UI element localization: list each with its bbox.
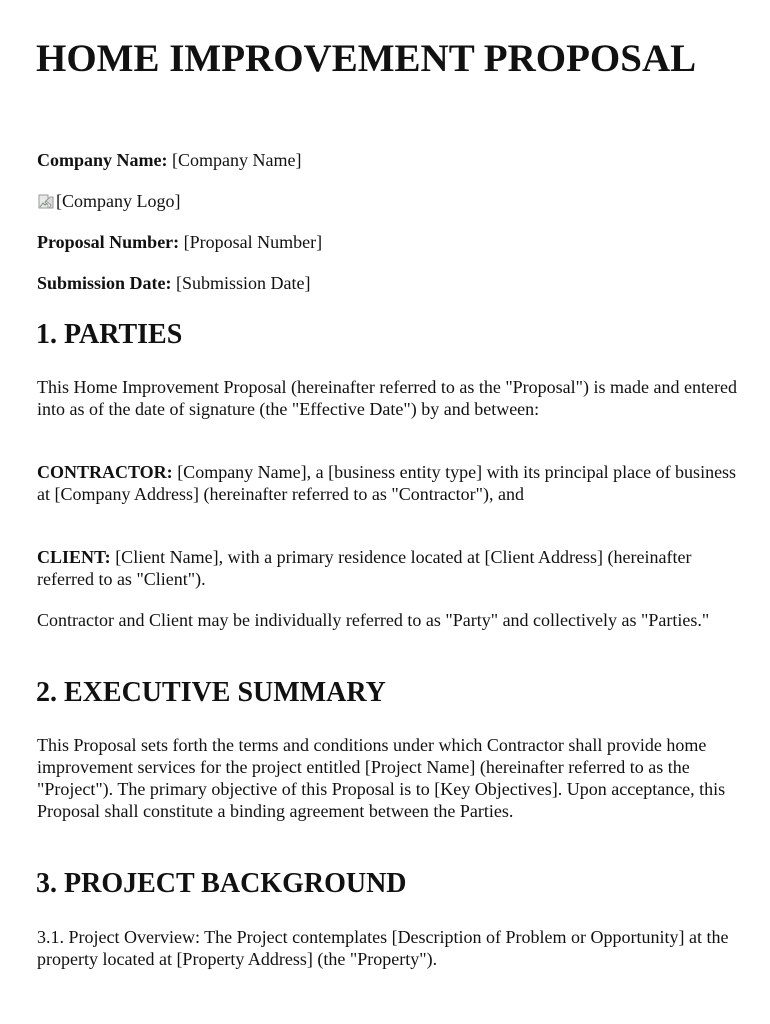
- company-name-line: [37, 149, 301, 171]
- company-name-label: Company Name:: [37, 150, 168, 170]
- section-heading-executive-summary: 2. EXECUTIVE SUMMARY: [36, 677, 386, 708]
- submission-date-value: [Submission Date]: [176, 273, 311, 293]
- proposal-number-line: [37, 231, 322, 253]
- submission-date-label: Submission Date:: [37, 273, 172, 293]
- contractor-paragraph: [37, 461, 737, 505]
- client-label: CLIENT:: [37, 547, 111, 567]
- submission-date-line: [37, 272, 311, 294]
- parties-intro: This Home Improvement Proposal (hereinafter referred to as the "Proposal") is made and entered into as of the date of signature (the "Effective Date") by and between:: [37, 377, 737, 419]
- proposal-number-label: Proposal Number:: [37, 232, 180, 252]
- project-overview-paragraph: 3.1. Project Overview: The Project contemplates [Description of Problem or Opportunity] at the property located at [Property Address] (the "Property").: [37, 927, 729, 969]
- company-logo: [37, 190, 180, 212]
- contractor-text: [Company Name], a [business entity type] with its principal place of business at [Company Address] (hereinafter referred to as "Contractor"), and: [37, 462, 737, 504]
- client-text: [Client Name], with a primary residence located at [Client Address] (hereinafter referred to as "Client").: [37, 547, 692, 589]
- company-name-value: [Company Name]: [172, 150, 302, 170]
- section-heading-project-background: 3. PROJECT BACKGROUND: [36, 868, 407, 899]
- contractor-label: CONTRACTOR:: [37, 462, 173, 482]
- document-title: HOME IMPROVEMENT PROPOSAL: [36, 37, 697, 80]
- client-paragraph: [37, 546, 737, 590]
- company-logo-alt-text: [Company Logo]: [56, 191, 181, 211]
- proposal-number-value: [Proposal Number]: [183, 232, 323, 252]
- broken-image-icon: [37, 192, 55, 210]
- parties-closing: Contractor and Client may be individually referred to as "Party" and collectively as "Parties.": [37, 610, 710, 630]
- section-heading-parties: 1. PARTIES: [36, 319, 183, 350]
- executive-summary-body: This Proposal sets forth the terms and conditions under which Contractor shall provide home improvement services for the project entitled [Project Name] (hereinafter referred to as the "Project"). The primary objective of this Proposal is to [Key Objectives]. Upon acceptance, this Proposal shall constitute a binding agreement between the Parties.: [37, 735, 726, 821]
